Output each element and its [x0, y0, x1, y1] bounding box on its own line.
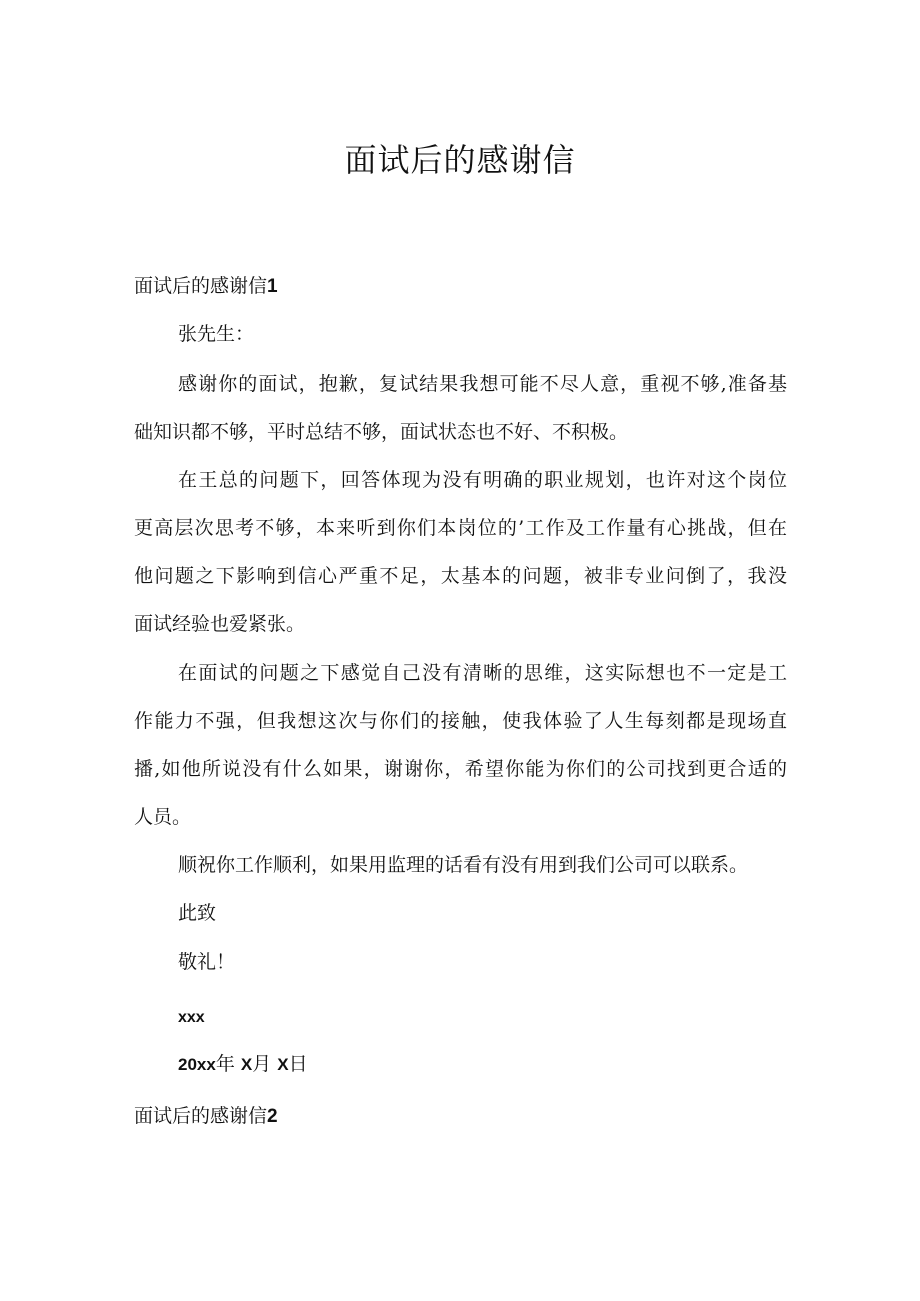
paragraph-1-line-2: 础知识都不够，平时总结不够，面试状态也不好、不积极。 [134, 421, 629, 443]
section-heading-text: 面试后的感谢信 [134, 275, 268, 297]
paragraph-1-line-1: 感谢你的面试，抱歉，复试结果我想可能不尽人意，重视不够,准备基 [178, 373, 787, 395]
date-year: 20xx [178, 1055, 216, 1074]
section-heading-2 [134, 1102, 278, 1131]
paragraph-3-line-2: 作能力不强，但我想这次与你们的接触，使我体验了人生每刻都是现场直 [134, 710, 787, 732]
date-month: X [240, 1055, 253, 1074]
signature: xxx [178, 1009, 205, 1026]
section-heading-number: 1 [267, 276, 278, 297]
date-day-unit: 日 [288, 1053, 308, 1075]
date-day: X [277, 1055, 289, 1074]
date-year-unit: 年 [215, 1053, 235, 1075]
letter-date [178, 1050, 308, 1079]
paragraph-2-line-2: 更高层次思考不够，本来听到你们本岗位的’工作及工作量有心挑战，但在 [134, 517, 787, 539]
section-heading-number: 2 [267, 1106, 278, 1127]
closing-line-1: 此致 [178, 902, 217, 924]
paragraph-2-line-3: 他问题之下影响到信心严重不足，太基本的问题，被非专业问倒了，我没 [134, 565, 787, 587]
document-title: 面试后的感谢信 [344, 141, 576, 179]
paragraph-3-line-3: 播,如他所说没有什么如果，谢谢你，希望你能为你们的公司找到更合适的 [134, 758, 787, 780]
paragraph-3-line-1: 在面试的问题之下感觉自己没有清晰的思维，这实际想也不一定是工 [178, 662, 787, 684]
letter-salutation: 张先生： [178, 323, 255, 345]
paragraph-4: 顺祝你工作顺利，如果用监理的话看有没有用到我们公司可以联系。 [178, 854, 749, 876]
closing-line-2: 敬礼！ [178, 951, 236, 973]
paragraph-2-line-1: 在王总的问题下，回答体现为没有明确的职业规划，也许对这个岗位 [178, 469, 787, 491]
date-month-unit: 月 [252, 1053, 272, 1075]
paragraph-3-line-4: 人员。 [134, 806, 192, 828]
paragraph-2-line-4: 面试经验也爱紧张。 [134, 613, 306, 635]
section-heading-1 [134, 272, 278, 301]
section-heading-text: 面试后的感谢信 [134, 1105, 268, 1127]
